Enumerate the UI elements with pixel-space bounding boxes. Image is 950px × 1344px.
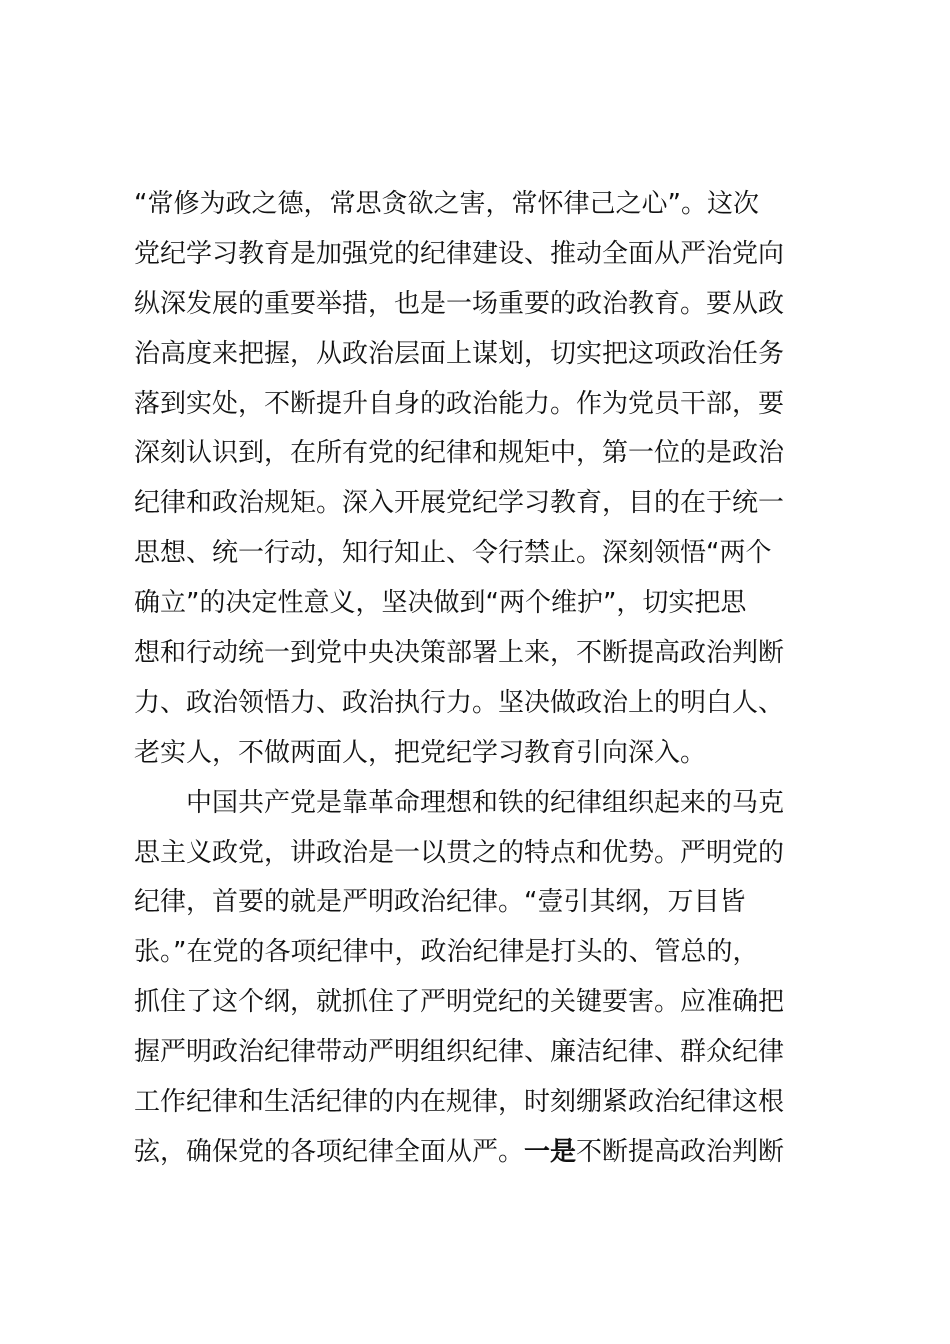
text-line: 力、政治领悟力、政治执行力。坚决做政治上的明白人、 xyxy=(134,687,785,718)
text-line-last xyxy=(134,1128,834,1178)
text-line: 工作纪律和生活纪律的内在规律，时刻绷紧政治纪律这根 xyxy=(134,1087,785,1118)
text-line: 思主义政党，讲政治是一以贯之的特点和优势。严明党的 xyxy=(134,837,785,868)
paragraph-2 xyxy=(134,779,834,1178)
text-line: 治高度来把握，从政治层面上谋划，切实把这项政治任务 xyxy=(134,338,785,369)
text-segment: 不断提高政治判断 xyxy=(576,1136,785,1167)
text-line: 张。”在党的各项纪律中，政治纪律是打头的、管总的， xyxy=(134,937,759,968)
text-segment: 弦，确保党的各项纪律全面从严。 xyxy=(134,1136,525,1167)
text-line: 党纪学习教育是加强党的纪律建设、推动全面从严治党向 xyxy=(134,238,785,269)
text-line: 握严明政治纪律带动严明组织纪律、廉洁纪律、群众纪律 xyxy=(134,1037,785,1068)
text-line: “常修为政之德，常思贪欲之害，常怀律己之心”。这次 xyxy=(134,189,759,219)
text-line: 想和行动统一到党中央决策部署上来，不断提高政治判断 xyxy=(134,638,785,669)
text-line: 抓住了这个纲，就抓住了严明党纪的关键要害。应准确把 xyxy=(134,987,785,1018)
text-line: 确立”的决定性意义，坚决做到“两个维护”，切实把思 xyxy=(134,588,747,619)
text-line: 纪律，首要的就是严明政治纪律。“壹引其纲，万目皆 xyxy=(134,887,746,918)
text-line: 思想、统一行动，知行知止、令行禁止。深刻领悟“两个 xyxy=(134,538,772,569)
text-line: 老实人，不做两面人，把党纪学习教育引向深入。 xyxy=(134,737,707,768)
text-line: 纪律和政治规矩。深入开展党纪学习教育，目的在于统一 xyxy=(134,488,785,519)
text-line: 深刻认识到，在所有党的纪律和规矩中，第一位的是政治 xyxy=(134,438,785,469)
text-line: 纵深发展的重要举措，也是一场重要的政治教育。要从政 xyxy=(134,288,785,319)
bold-marker: 一是 xyxy=(524,1136,577,1167)
paragraph-1 xyxy=(134,180,834,779)
text-line: 落到实处，不断提升自身的政治能力。作为党员干部，要 xyxy=(134,388,785,419)
text-line: 中国共产党是靠革命理想和铁的纪律组织起来的马克 xyxy=(186,787,785,818)
body-text xyxy=(134,180,834,1178)
